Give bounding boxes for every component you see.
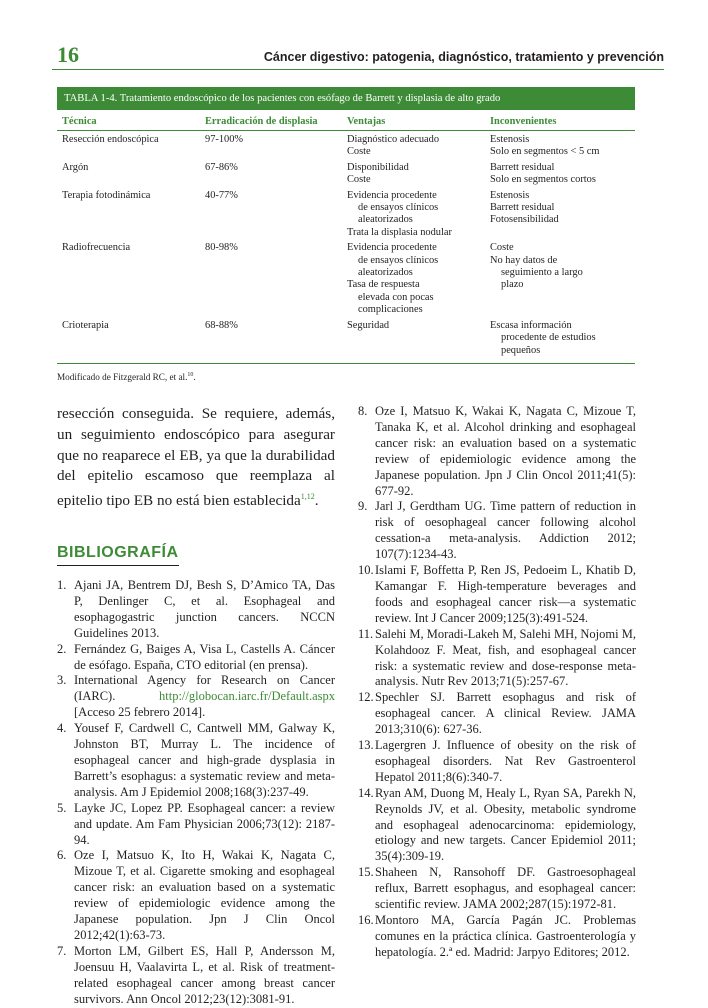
reference-number: 14. [358,785,374,800]
cell-erradicacion: 68-88% [205,317,347,364]
reference-item [57,673,335,721]
reference-text: Shaheen N, Ransohoff DF. Gastroesophageal reflux, Barrett esophagus, and esophageal cancer: scientific review. JAMA 2002;287(15):1972-81. [375,865,636,912]
cell-line: aleatorizados [358,214,413,226]
reference-number: 2. [57,641,67,656]
reference-text: [Acceso 25 febrero 2014]. [74,705,206,720]
table-title: Tratamiento endoscópico de los pacientes con esófago de Barrett y displasia de alto grado [119,93,501,104]
reference-number: 15. [358,865,374,880]
reference-number: 3. [57,673,67,688]
table-title-bar [57,87,635,110]
cell-line: Fotosensibilidad [490,214,559,226]
cell-tecnica: Terapia fotodinámica [62,189,151,201]
reference-text: Salehi M, Moradi-Lakeh M, Salehi MH, Nojomi M, Kolahdooz F. Meat, fish, and esophageal cancer risk: a systematic review and dose-response meta-analysis. Nutr Rev 2013;71(5):257-67. [375,626,636,689]
reference-list-left [57,578,335,1007]
cell-line: elevada con pocas [358,291,434,303]
cell-line: Coste [347,146,371,158]
cell-line: Estenosis [490,134,530,145]
cell-ventajas [347,131,490,159]
cell-line: Tasa de respuesta [347,279,420,291]
cell-line: Barrett residual [490,202,555,214]
table-label: TABLA 1-4. [64,93,118,104]
table-block [57,87,635,382]
reference-text: Yousef F, Cardwell C, Cantwell MM, Galway K, Johnston BT, Murray L. The incidence of esophageal cancer and high-grade dysplasia in Barrett’s esophagus: a systematic review and meta-analysis. Am J Epidemiol 2008;168(3):237-49. [74,721,335,799]
reference-text: Morton LM, Gilbert ES, Hall P, Andersson M, Joensuu H, Vaalavirta L, et al. Risk of treatment-related esophageal cancer among breast cancer survivors. Ann Oncol 2012;23(12):3081-91. [74,943,335,1006]
cell-line: plazo [501,279,524,291]
cell-line: Solo en segmentos cortos [490,174,596,186]
column-header-tecnica: Técnica [57,110,205,131]
reference-number: 8. [358,404,368,418]
cell-inconvenientes [490,159,635,187]
reference-text: Fernández G, Baiges A, Visa L, Castells A. Cáncer de esófago. España, CTO editorial (en prensa). [74,641,335,672]
reference-item [358,738,636,786]
reference-text: Islami F, Boffetta P, Ren JS, Pedoeim L, Khatib D, Kamangar F. High-temperature beverages and foods and esophageal cancer risk—a systematic review. Int J Cancer 2009;125(3):491-524. [375,563,636,625]
reference-item [358,563,636,627]
cell-line: No hay datos de [490,254,558,266]
table-source-text: Modificado de Fitzgerald RC, et al. [57,371,188,382]
cell-line: Solo en segmentos < 5 cm [490,146,600,158]
cell-tecnica: Crioterapia [57,317,205,364]
column-header-erradicacion: Erradicación de displasia [205,110,347,131]
cell-line: Trata la displasia nodular [347,226,452,238]
reference-text: Montoro MA, García Pagán JC. Problemas comunes en la práctica clínica. Gastroenterología y hepatología. 2.ª ed. Madrid: Jarpyo Editores; 2012. [375,913,636,959]
reference-number: 6. [57,848,67,863]
reference-text: Oze I, Matsuo K, Wakai K, Nagata C, Mizoue T, Tanaka K, et al. Alcohol drinking and esophageal cancer risk: an evaluation based on a systematic review of epidemiologic evidence among the Japanese population. Jpn J Clin Oncol 2011;41(5): 677-92. [375,404,636,498]
column-header-ventajas: Ventajas [347,110,490,131]
cell-inconvenientes [490,317,635,364]
cell-line: Escasa información [490,319,572,331]
reference-text: International Agency for Research on Cancer (IARC). [74,673,335,704]
cell-line: Diagnóstico adecuado [347,134,440,145]
cell-line: de ensayos clínicos [358,202,439,214]
cell-tecnica: Argón [62,161,89,173]
body-paragraph: resección conseguida. Se requiere, además, un seguimiento endoscópico para asegurar que no reaparece el EB, ya que la durabilidad del epitelio escamoso que reemplaza al epitelio tipo EB no está bien establecida$^{1,12}$. [57,405,335,510]
cell-ventajas [347,187,490,240]
table-row [57,187,635,240]
running-title: Cáncer digestivo: patogenia, diagnóstico, tratamiento y prevención [263,50,664,64]
reference-number: 4. [57,721,67,736]
table-header-row [57,110,635,131]
reference-item [57,642,335,674]
reference-number: 10. [358,563,374,578]
table-body [57,131,635,364]
reference-number: 13. [358,738,374,753]
table-row [57,159,635,187]
cell-line: Evidencia procedente [347,242,437,254]
cell-line: Evidencia procedente [347,189,437,201]
cell-erradicacion: 40-77% [205,189,238,201]
left-column [57,404,335,1008]
cell-line: Disponibilidad [347,161,409,173]
reference-text: Jarl J, Gerdtham UG. Time pattern of reduction in risk of oesophageal cancer following alcohol cessation-a meta-analysis. Addiction 2012; 107(7):1234-43. [375,499,636,562]
body-paragraph-text: resección conseguida. Se requiere, además, un seguimiento endoscópico para asegurar que no reaparece el EB, ya que la durabilidad del epitelio escamoso que reemplaza al epitelio tipo EB no está bien establecida [57,405,335,510]
reference-text: Oze I, Matsuo K, Ito H, Wakai K, Nagata C, Mizoue T, et al. Cigarette smoking and esophageal cancer risk: an evaluation based on a systematic review of epidemiologic evidence among the Japanese population. Jpn J Clin Oncol 2012;42(1):63-73. [74,848,335,942]
reference-number: 1. [57,578,67,593]
reference-item [57,848,335,943]
reference-number: 16. [358,913,374,927]
reference-item [358,913,636,961]
cell-tecnica: Resección endoscópica [62,134,159,145]
table-row [57,317,635,364]
cell-line: complicaciones [358,304,423,316]
cell-line: aleatorizados [358,267,413,279]
table-row [57,131,635,159]
cell-inconvenientes [490,187,635,240]
table-source: Modificado de Fitzgerald RC, et al.$^{10}$. [57,371,196,382]
reference-number: 9. [358,499,368,514]
right-column [358,404,636,961]
cell-inconvenientes [490,131,635,159]
page-number: 16 [57,42,79,67]
reference-number: 12. [358,690,374,705]
cell-line: seguimiento a largo [501,267,583,279]
cell-erradicacion: 80-98% [205,242,238,254]
reference-link[interactable]: http://globocan.iarc.fr/Default.aspx [159,689,335,704]
cell-line: Coste [490,242,514,254]
reference-text: Ajani JA, Bentrem DJ, Besh S, D’Amico TA, Das P, Denlinger C, et al. Esophageal and esophagogastric junction cancers. NCCN Guidelines 2013. [74,578,335,640]
reference-text: Layke JC, Lopez PP. Esophageal cancer: a review and update. Am Fam Physician 2006;73(12): 2187-94. [74,800,335,847]
reference-item [358,627,636,691]
column-header-inconvenientes: Inconvenientes [490,110,635,131]
cell-ventajas [347,317,490,364]
cell-ventajas [347,159,490,187]
cell-line: Coste [347,174,371,186]
reference-text: Spechler SJ. Barrett esophagus and risk of esophageal cancer. A clinical Review. JAMA 2013;310(6): 627-36. [375,690,636,737]
treatment-table [57,110,635,364]
reference-number: 11. [358,626,374,641]
cell-inconvenientes [490,239,635,316]
cell-line: procedente de estudios [501,332,596,344]
reference-number: 5. [57,800,67,815]
cell-line: Barrett residual [490,161,555,173]
table-source-ref: 10 [187,371,194,378]
reference-item [57,578,335,642]
cell-erradicacion: 97-100% [205,134,244,145]
reference-number: 7. [57,943,67,958]
cell-tecnica: Radiofrecuencia [62,242,131,254]
cell-line: pequeños [501,344,541,356]
header-rule [52,69,664,70]
reference-item [358,786,636,866]
reference-item [358,499,636,563]
reference-item [57,721,335,801]
cell-ventajas [347,239,490,316]
reference-text: Ryan AM, Duong M, Healy L, Ryan SA, Parekh N, Reynolds JV, et al. Obesity, metabolic syndrome and esophageal adenocarcinoma: epidemiology, etiology and new targets. Cancer Epidemiol 2011; 35(4):309-19. [375,785,636,864]
table-row [57,239,635,316]
reference-item [57,944,335,1008]
cell-line: Seguridad [347,319,390,331]
bibliography-heading: BIBLIOGRAFÍA [57,544,179,566]
reference-list-right [358,404,636,961]
reference-item [358,404,636,499]
reference-item [57,801,335,849]
cell-line: de ensayos clínicos [358,254,439,266]
reference-item [358,865,636,913]
cell-line: Estenosis [490,189,530,201]
body-paragraph-refs: 1,12 [300,492,315,502]
reference-text: Lagergren J. Influence of obesity on the risk of esophageal disorders. Nat Rev Gastroenterol Hepatol 2011;8(6):340-7. [375,738,636,784]
reference-item [358,690,636,738]
cell-erradicacion: 67-86% [205,161,238,173]
